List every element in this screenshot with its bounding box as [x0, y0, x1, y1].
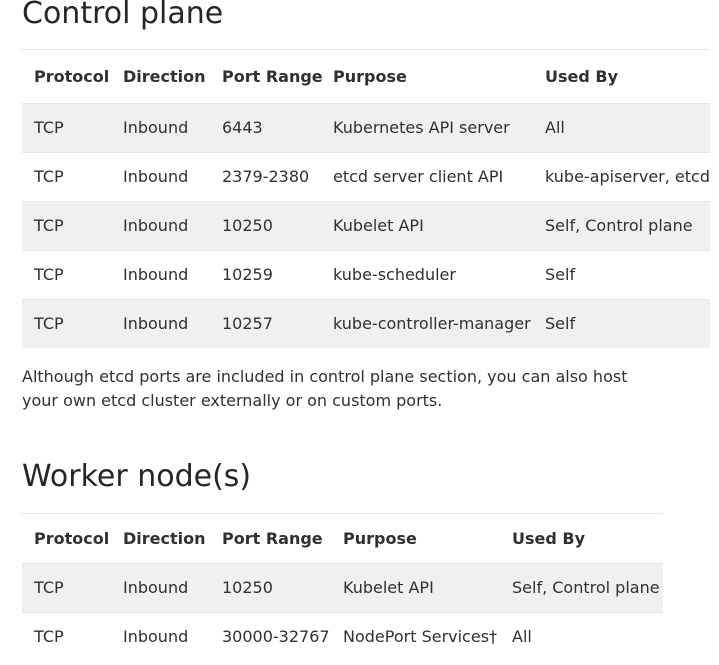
column-header-port-range: Port Range: [222, 529, 323, 548]
cell-port-range: 2379-2380: [210, 153, 321, 202]
column-header-port-range: Port Range: [222, 67, 323, 86]
cell-used-by: Self, Control plane: [533, 202, 710, 251]
column-header-used-by: Used By: [512, 529, 586, 548]
cell-purpose: Kubernetes API server: [321, 104, 533, 153]
cell-direction: Inbound: [111, 564, 210, 613]
table-row: [22, 104, 710, 153]
column-header-used-by: Used By: [545, 67, 619, 86]
cell-protocol: TCP: [22, 251, 111, 300]
cell-protocol: TCP: [22, 153, 111, 202]
column-header-purpose: Purpose: [333, 67, 407, 86]
cell-port-range: 10259: [210, 251, 321, 300]
cell-direction: Inbound: [111, 613, 210, 662]
cell-direction: Inbound: [111, 202, 210, 251]
column-header-purpose: Purpose: [343, 529, 417, 548]
cell-purpose: Kubelet API: [321, 202, 533, 251]
section-title-control-plane: Control plane: [22, 0, 224, 31]
worker-ports-table: [22, 513, 663, 661]
cell-purpose: etcd server client API: [321, 153, 533, 202]
cell-port-range: 30000-32767: [210, 613, 331, 662]
etcd-note-line-1: Although etcd ports are included in control plane section, you can also host: [22, 367, 628, 386]
cell-purpose: kube-controller-manager: [321, 300, 533, 349]
cell-direction: Inbound: [111, 104, 210, 153]
column-header-protocol: Protocol: [34, 67, 110, 86]
cell-protocol: TCP: [22, 202, 111, 251]
table-row: [22, 613, 663, 662]
cell-port-range: 10250: [210, 202, 321, 251]
cell-used-by: Self: [533, 300, 710, 349]
cell-used-by: All: [500, 613, 663, 662]
cell-protocol: TCP: [22, 613, 111, 662]
table-row: [22, 153, 710, 202]
table-row: [22, 300, 710, 349]
cell-port-range: 10257: [210, 300, 321, 349]
cell-used-by: Self: [533, 251, 710, 300]
cell-port-range: 10250: [210, 564, 331, 613]
cell-protocol: TCP: [22, 104, 111, 153]
etcd-note-line-2: your own etcd cluster externally or on custom ports.: [22, 391, 443, 410]
column-header-protocol: Protocol: [34, 529, 110, 548]
cell-used-by: Self, Control plane: [500, 564, 663, 613]
cell-purpose: kube-scheduler: [321, 251, 533, 300]
control-plane-ports-table: [22, 49, 710, 348]
cell-port-range: 6443: [210, 104, 321, 153]
cell-purpose: NodePort Services†: [331, 613, 500, 662]
cell-used-by: kube-apiserver, etcd: [533, 153, 710, 202]
column-header-direction: Direction: [123, 529, 206, 548]
table-row: [22, 202, 710, 251]
table-header-row: [22, 50, 710, 104]
section-title-worker-nodes: Worker node(s): [22, 459, 252, 494]
cell-purpose: Kubelet API: [331, 564, 500, 613]
cell-protocol: TCP: [22, 564, 111, 613]
table-row: [22, 564, 663, 613]
cell-direction: Inbound: [111, 300, 210, 349]
table-header-row: [22, 514, 663, 564]
etcd-note: [22, 365, 719, 413]
column-header-direction: Direction: [123, 67, 206, 86]
table-row: [22, 251, 710, 300]
cell-protocol: TCP: [22, 300, 111, 349]
cell-direction: Inbound: [111, 153, 210, 202]
cell-direction: Inbound: [111, 251, 210, 300]
cell-used-by: All: [533, 104, 710, 153]
